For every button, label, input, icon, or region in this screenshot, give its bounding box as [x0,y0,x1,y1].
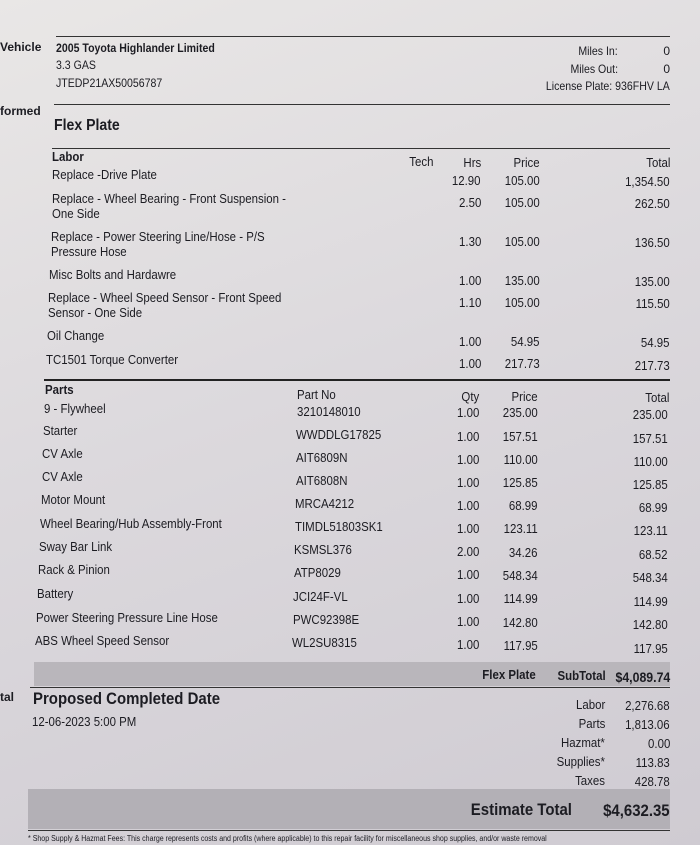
parts-row-total: 110.00 [633,454,668,469]
parts-row-desc: Battery [37,586,74,601]
labor-row-total: 217.73 [635,358,670,373]
vehicle-vin: JTEDP21AX50056787 [56,76,163,90]
parts-row-total: 548.34 [633,570,668,585]
totals-supplies-value: 113.83 [635,755,670,770]
totals-labor-value: 2,276.68 [625,698,670,713]
labor-row-hrs: 1.00 [458,356,481,371]
estimate-band [28,789,670,829]
labor-row-hrs: 1.10 [458,295,481,310]
labor-row-desc-cont: Sensor - One Side [48,305,143,320]
parts-row-price: 142.80 [503,615,538,630]
parts-row-total: 68.99 [639,500,668,515]
totals-labor-label: Labor [575,697,605,712]
labor-row-price: 105.00 [505,234,540,249]
parts-col-total: Total [644,390,669,405]
parts-row-price: 157.51 [503,429,538,444]
parts-col-partno: Part No [297,387,336,402]
labor-row-total: 136.50 [635,235,670,250]
parts-row-qty: 1.00 [456,591,479,606]
labor-col-hrs: Hrs [463,155,481,170]
parts-row-desc: Rack & Pinion [38,562,110,577]
labor-row-hrs: 1.00 [458,334,481,349]
parts-row-desc: 9 - Flywheel [44,401,106,416]
vehicle-engine: 3.3 GAS [56,58,96,72]
job-top-rule [54,104,670,105]
license-plate-value: 936FHV LA [615,79,670,93]
parts-row-price: 117.95 [503,638,538,653]
parts-header-rule [44,379,670,381]
labor-row-hrs: 12.90 [452,173,481,188]
labor-row-price: 217.73 [505,356,540,371]
estimate-total-label: Estimate Total [470,800,572,819]
estimate-total-value: $4,632.35 [603,801,670,820]
labor-header: Labor [52,149,84,164]
parts-row-qty: 1.00 [456,521,479,536]
parts-row-total: 123.11 [633,523,668,538]
shop-fee-footnote: * Shop Supply & Hazmat Fees: This charge represents costs and profits (where applicable) to this repair facility for miscellaneous shop supplies, and/or waste removal [28,834,547,843]
parts-col-price: Price [511,389,538,404]
labor-row-desc-cont: One Side [52,206,100,221]
labor-row-total: 1,354.50 [625,174,670,189]
parts-row-price: 125.85 [503,475,538,490]
parts-row-desc: CV Axle [42,446,83,461]
parts-row-price: 235.00 [503,405,538,420]
labor-row-desc: Replace - Power Steering Line/Hose - P/S [51,229,265,244]
parts-row-price: 34.26 [509,545,538,560]
labor-row-price: 105.00 [505,173,540,188]
labor-row-desc: Replace -Drive Plate [52,167,157,182]
labor-col-tech: Tech [408,154,433,169]
totals-supplies-label: Supplies* [556,754,605,769]
totals-parts-value: 1,813.06 [625,717,670,732]
parts-row-desc: ABS Wheel Speed Sensor [35,633,170,648]
proposed-completed-title: Proposed Completed Date [33,689,221,708]
parts-row-price: 123.11 [503,521,538,536]
totals-taxes-value: 428.78 [635,774,670,789]
totals-taxes-label: Taxes [575,773,605,788]
parts-row-total: 157.51 [633,431,668,446]
parts-row-total: 117.95 [633,641,668,656]
parts-row-price: 114.99 [503,591,538,606]
vehicle-name: 2005 Toyota Highlander Limited [56,41,215,55]
labor-row-desc: Oil Change [47,328,105,343]
labor-row-desc: Replace - Wheel Speed Sensor - Front Speed [48,290,282,305]
parts-row-partno: TIMDL51803SK1 [295,519,383,534]
miles-in-label: Miles In: [578,44,618,58]
totals-hazmat-value: 0.00 [647,736,670,751]
parts-row-qty: 1.00 [456,637,479,652]
parts-row-qty: 1.00 [456,567,479,582]
parts-row-qty: 1.00 [456,475,479,490]
labor-row-price: 105.00 [505,295,540,310]
parts-row-partno: MRCA4212 [295,496,355,511]
subtotal-rule [30,687,670,688]
parts-row-total: 68.52 [639,547,668,562]
labor-row-total: 135.00 [635,274,670,289]
parts-row-qty: 2.00 [456,544,479,559]
labor-col-price: Price [513,155,540,170]
parts-row-desc: Starter [43,423,78,438]
parts-row-partno: PWC92398E [293,612,360,627]
labor-row-total: 54.95 [641,335,670,350]
parts-row-partno: WWDDLG17825 [296,427,382,442]
miles-out-value: 0 [663,62,670,76]
labor-row-price: 54.95 [511,334,540,349]
subtotal-job-name: Flex Plate [482,667,536,682]
labor-row-desc: Misc Bolts and Hardawre [49,267,177,282]
labor-header-rule [52,148,670,149]
parts-row-price: 110.00 [503,452,538,467]
parts-row-desc: CV Axle [42,469,83,484]
parts-row-partno: 3210148010 [297,404,361,419]
total-section-label: tal [0,690,15,704]
proposed-completed-date: 12-06-2023 5:00 PM [32,714,137,729]
labor-col-total: Total [645,155,670,170]
license-plate [546,79,670,93]
parts-row-price: 68.99 [509,498,538,513]
parts-row-total: 125.85 [633,477,668,492]
labor-row-total: 262.50 [635,196,670,211]
parts-row-partno: AIT6808N [296,473,348,488]
labor-row-hrs: 2.50 [458,195,481,210]
parts-row-partno: WL2SU8315 [292,635,357,650]
parts-row-total: 235.00 [633,407,668,422]
parts-row-partno: JCI24F-VL [293,589,348,604]
parts-row-partno: KSMSL376 [294,542,352,557]
parts-row-partno: AIT6809N [296,450,348,465]
parts-header: Parts [45,382,74,397]
vehicle-section-label: Vehicle [0,40,42,54]
parts-col-qty: Qty [461,389,479,404]
parts-row-qty: 1.00 [456,498,479,513]
parts-row-qty: 1.00 [456,405,479,420]
vehicle-top-rule [56,36,670,37]
parts-row-desc: Wheel Bearing/Hub Assembly-Front [40,516,222,531]
job-title: Flex Plate [54,117,120,134]
labor-row-total: 115.50 [635,296,670,311]
parts-row-qty: 1.00 [456,614,479,629]
license-plate-label: License Plate: [546,79,613,93]
parts-row-desc: Motor Mount [41,492,106,507]
parts-row-partno: ATP8029 [294,565,341,580]
totals-hazmat-label: Hazmat* [561,735,605,750]
performed-section-label: formed [0,104,41,118]
miles-in-value: 0 [663,44,670,58]
parts-row-price: 548.34 [503,568,538,583]
labor-row-hrs: 1.30 [458,234,481,249]
labor-row-desc: TC1501 Torque Converter [46,352,179,367]
totals-parts-label: Parts [578,716,605,731]
parts-row-total: 142.80 [633,617,668,632]
subtotal-value: $4,089.74 [615,669,670,685]
miles-out-label: Miles Out: [570,62,618,76]
labor-row-price: 105.00 [505,195,540,210]
parts-row-desc: Sway Bar Link [39,539,113,554]
labor-row-hrs: 1.00 [458,273,481,288]
parts-row-qty: 1.00 [456,429,479,444]
labor-row-desc-cont: Pressure Hose [51,244,127,259]
subtotal-label: SubTotal [557,668,606,683]
labor-row-price: 135.00 [505,273,540,288]
parts-row-total: 114.99 [633,594,668,609]
parts-row-desc: Power Steering Pressure Line Hose [36,610,218,625]
estimate-rule [28,830,670,831]
parts-row-qty: 1.00 [456,452,479,467]
labor-row-desc: Replace - Wheel Bearing - Front Suspension - [52,191,286,206]
